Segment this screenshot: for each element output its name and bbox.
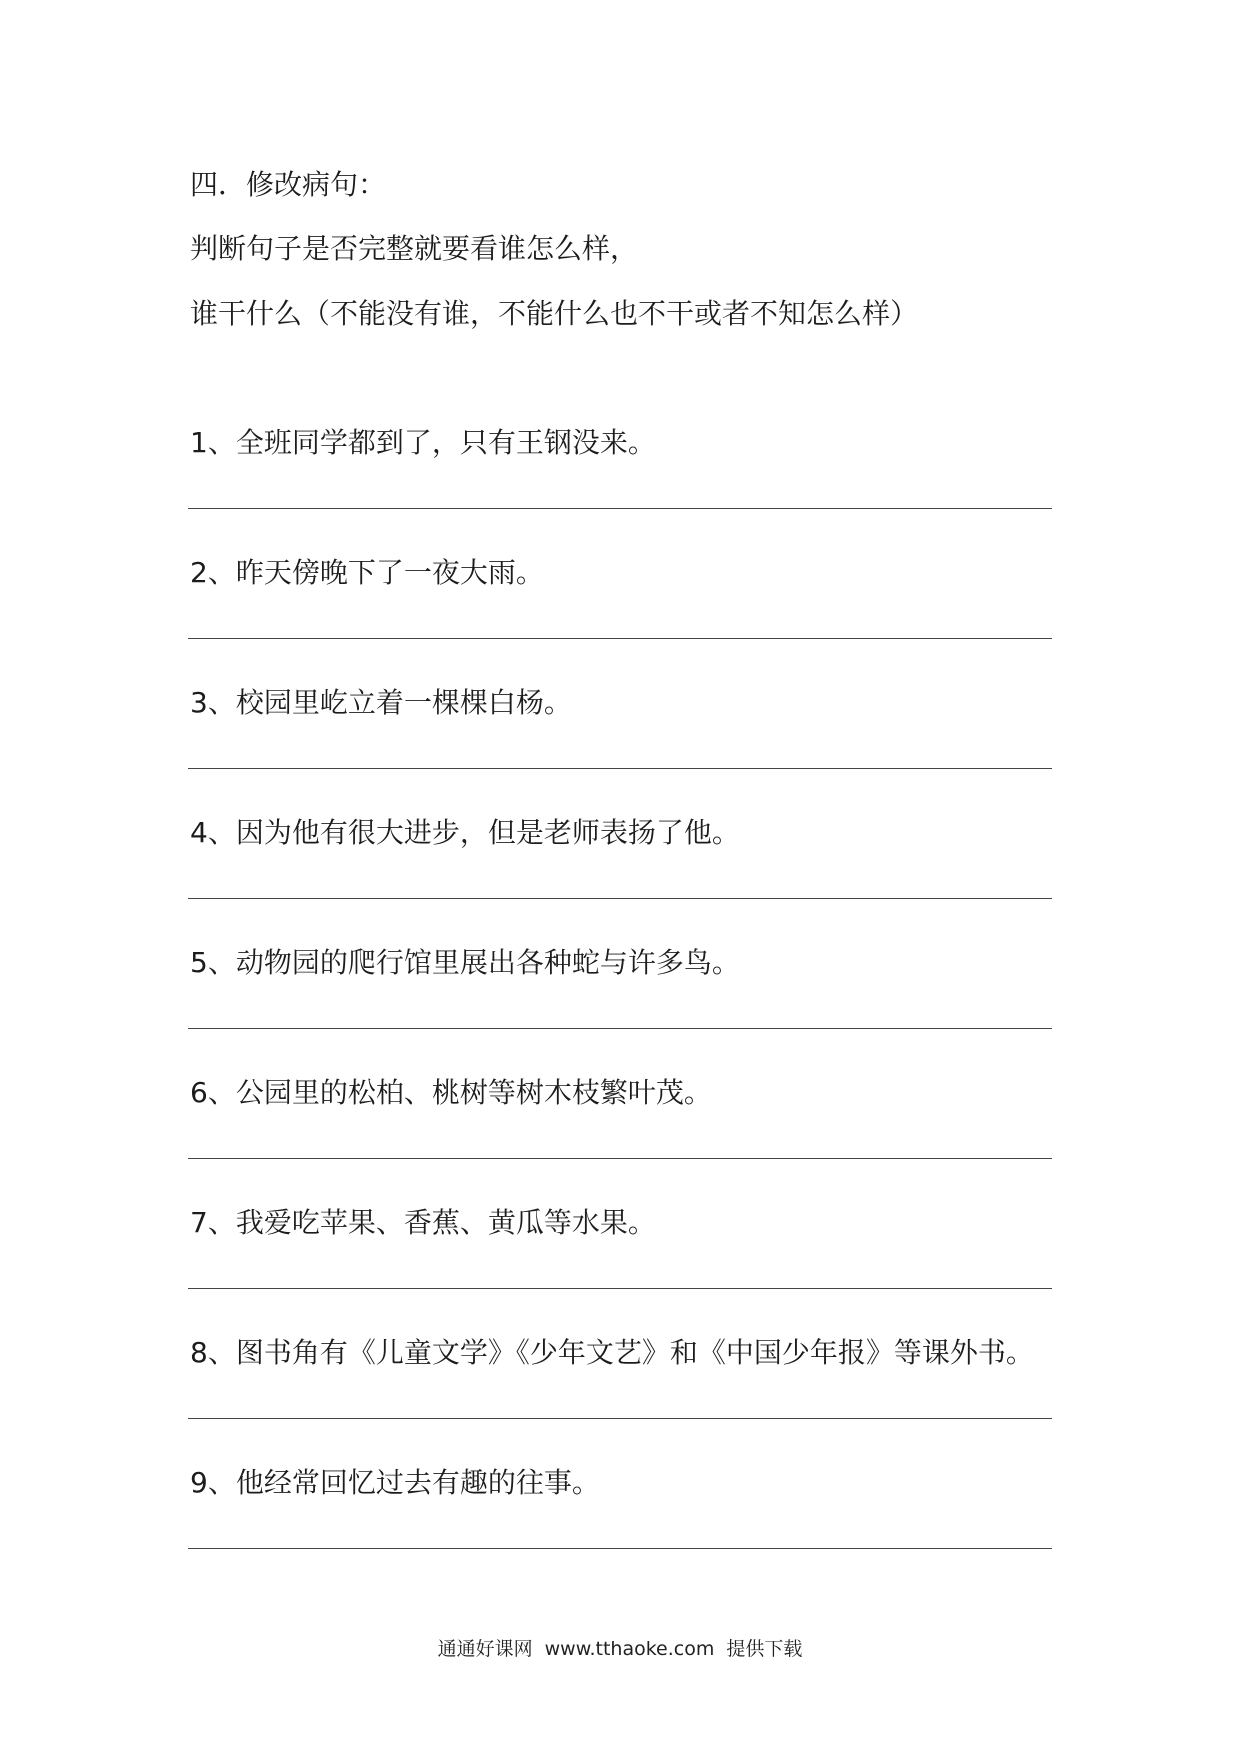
- footer-note: 提供下载: [726, 1638, 803, 1660]
- question-text: 2、昨天傍晚下了一夜大雨。: [190, 556, 544, 589]
- question-item-8: [190, 1335, 1050, 1465]
- question-item-9: [190, 1465, 1050, 1595]
- answer-line: [188, 1548, 1052, 1549]
- question-text: 5、动物园的爬行馆里展出各种蛇与许多鸟。: [190, 946, 740, 979]
- footer-site-name: 通通好课网: [437, 1638, 533, 1660]
- answer-line: [188, 768, 1052, 769]
- question-item-5: [190, 945, 1050, 1075]
- question-text: 7、我爱吃苹果、香蕉、黄瓜等水果。: [190, 1206, 656, 1239]
- answer-line: [188, 1418, 1052, 1419]
- answer-line: [188, 1028, 1052, 1029]
- page-footer: [0, 1637, 1240, 1661]
- question-text: 6、公园里的松柏、桃树等树木枝繁叶茂。: [190, 1076, 712, 1109]
- footer-url[interactable]: www.tthaoke.com: [544, 1638, 715, 1660]
- answer-line: [188, 898, 1052, 899]
- question-item-2: [190, 555, 1050, 685]
- question-text: 4、因为他有很大进步，但是老师表扬了他。: [190, 816, 740, 849]
- answer-line: [188, 1288, 1052, 1289]
- question-text: 8、图书角有《儿童文学》《少年文艺》和《中国少年报》等课外书。: [190, 1336, 1034, 1369]
- instruction-line-1: 判断句子是否完整就要看谁怎么样，: [190, 232, 639, 265]
- question-text: 3、校园里屹立着一棵棵白杨。: [190, 686, 572, 719]
- question-item-4: [190, 815, 1050, 945]
- question-item-6: [190, 1075, 1050, 1205]
- question-item-1: [190, 425, 1050, 555]
- instruction-line-2: 谁干什么（不能没有谁，不能什么也不干或者不知怎么样）: [190, 297, 919, 330]
- section-heading: 四．修改病句：: [190, 168, 387, 201]
- question-item-7: [190, 1205, 1050, 1335]
- answer-line: [188, 1158, 1052, 1159]
- answer-line: [188, 638, 1052, 639]
- question-text: 1、全班同学都到了，只有王钢没来。: [190, 426, 656, 459]
- answer-line: [188, 508, 1052, 509]
- question-item-3: [190, 685, 1050, 815]
- question-text: 9、他经常回忆过去有趣的往事。: [190, 1466, 600, 1499]
